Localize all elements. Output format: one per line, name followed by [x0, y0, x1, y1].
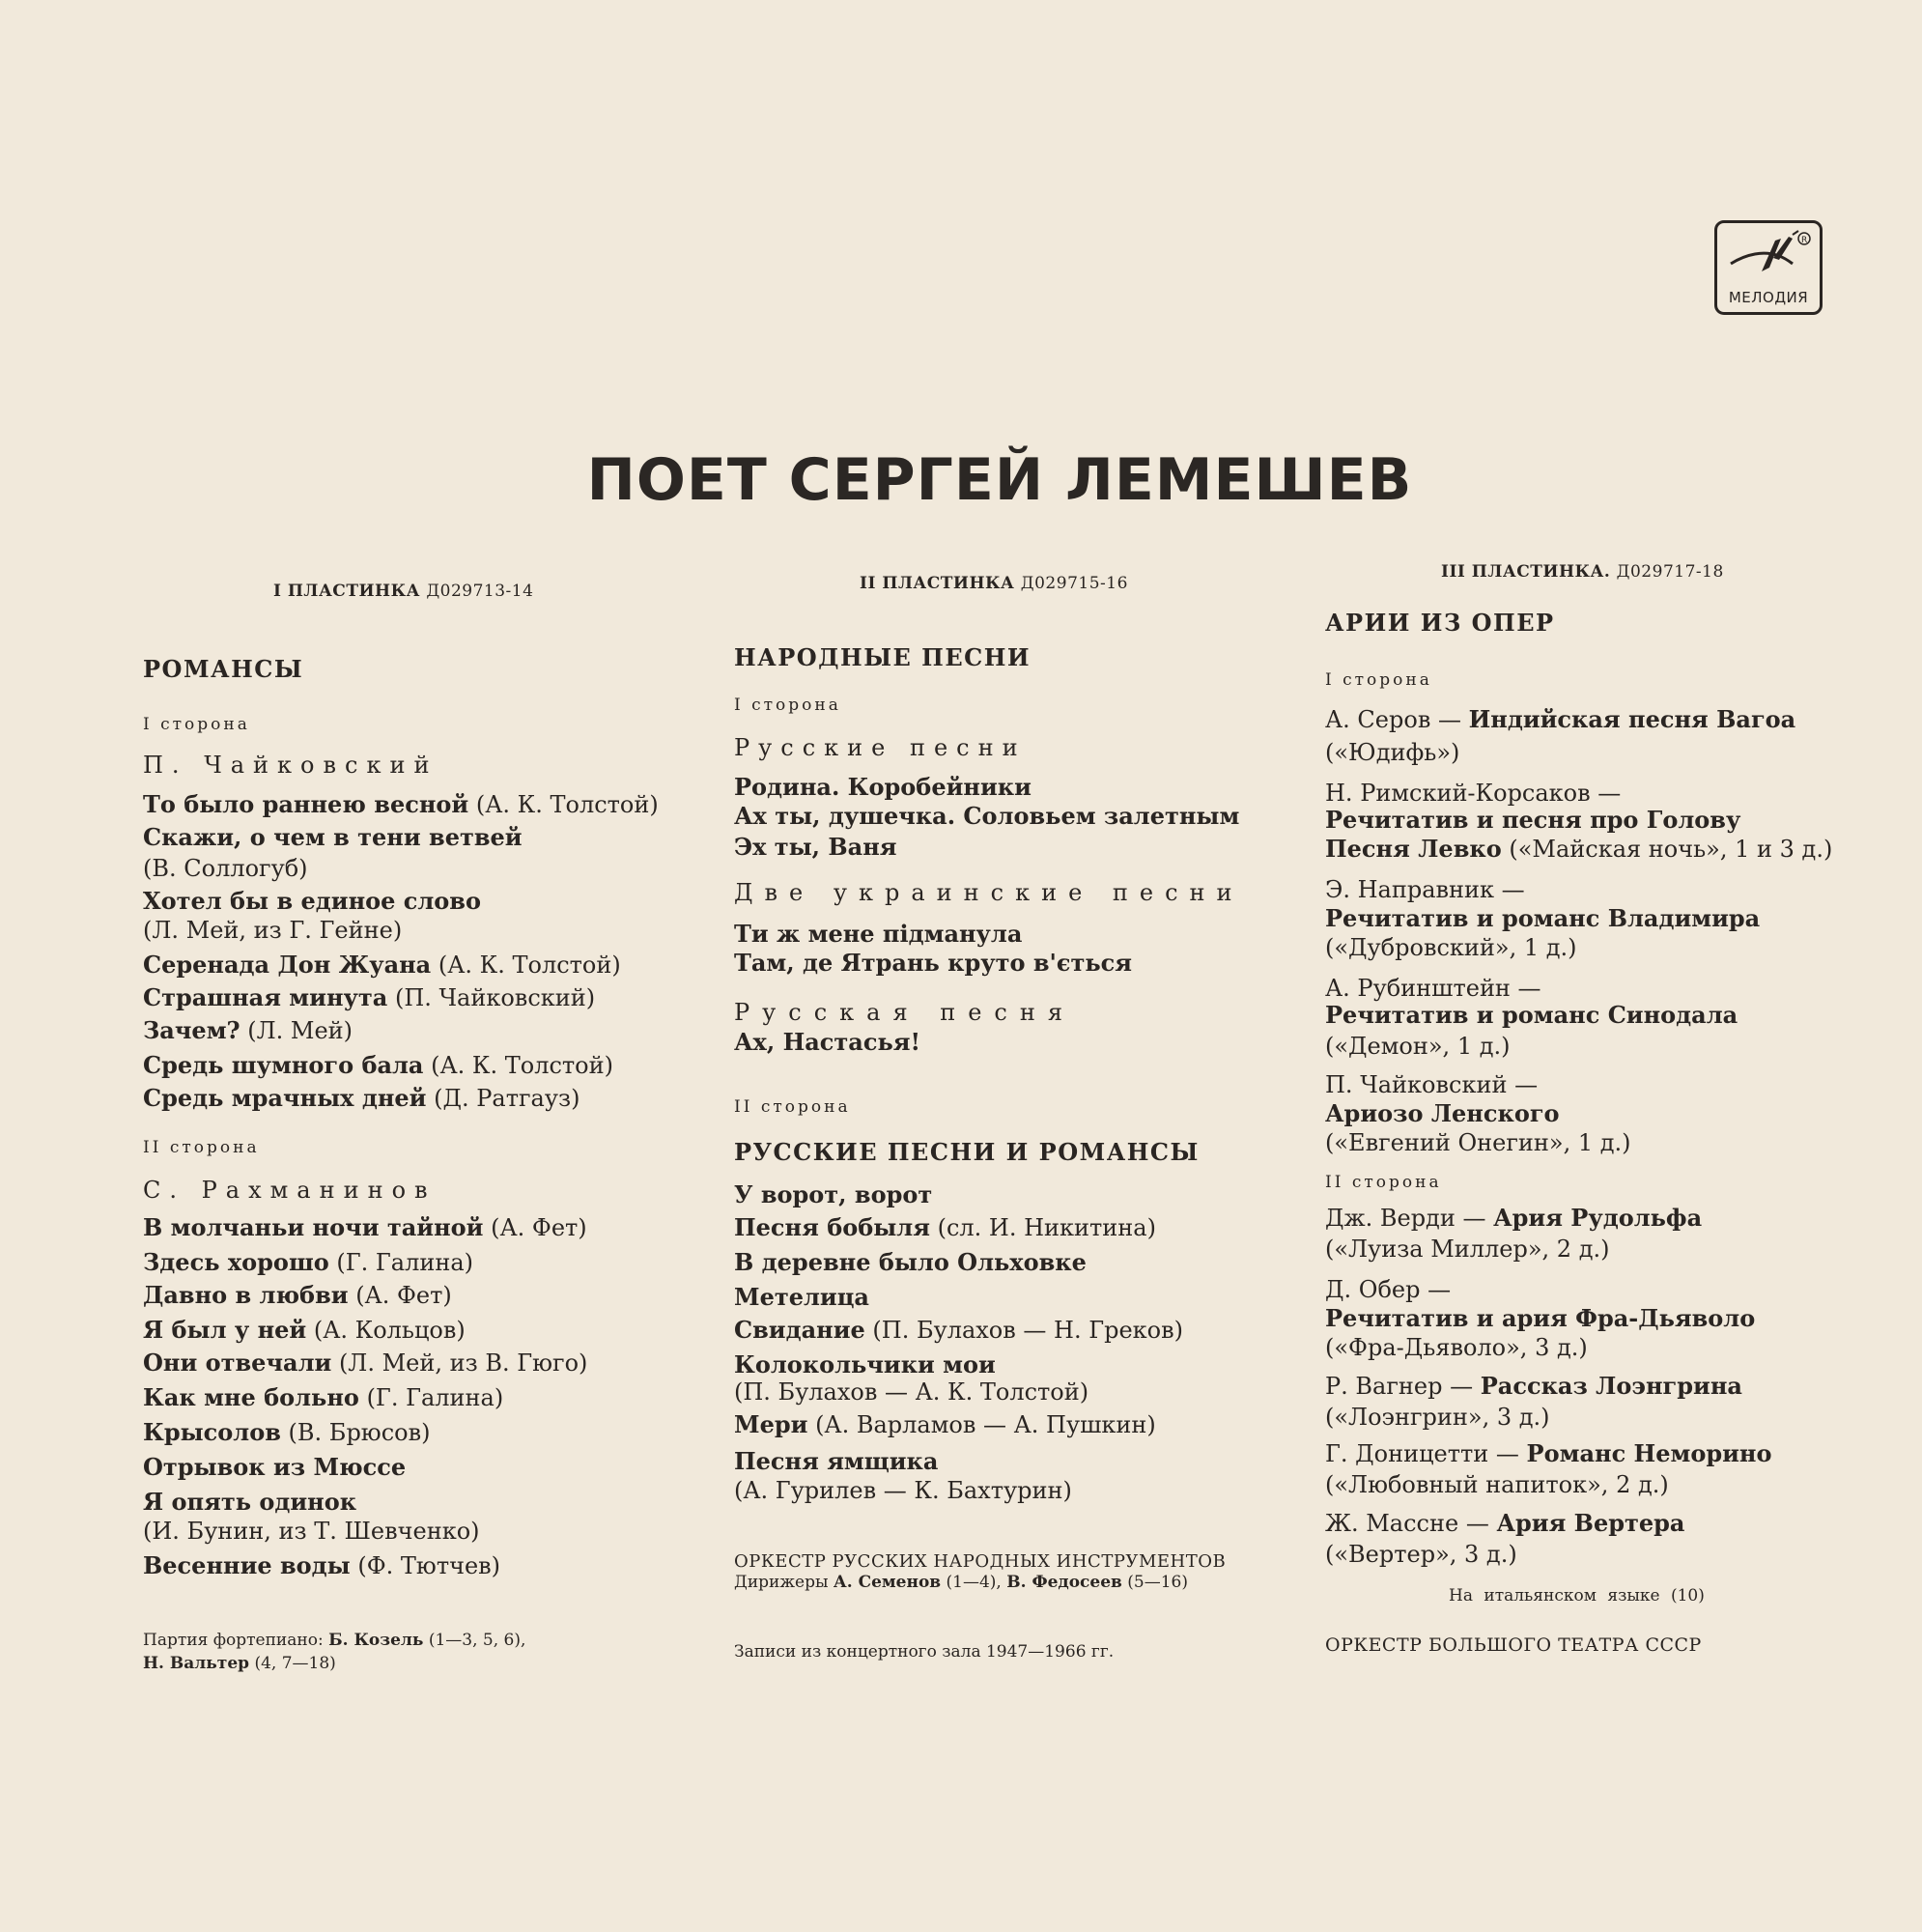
aria-line: («Фра-Дьяволо», 3 д.)	[1325, 1334, 1588, 1361]
aria-line: Дж. Верди — Ария Рудольфа	[1325, 1204, 1703, 1232]
track-line: Колокольчики мои	[734, 1350, 996, 1378]
aria-line: Речитатив и ария Фра-Дьяволо	[1325, 1304, 1756, 1332]
track-line: Средь шумного бала (А. К. Толстой)	[143, 1051, 613, 1079]
track-line: Хотел бы в единое слово	[143, 887, 481, 915]
disc1-label: I ПЛАСТИНКА	[273, 582, 420, 601]
track-line: В деревне было Ольховке	[734, 1248, 1087, 1276]
track-line: Свидание (П. Булахов — Н. Греков)	[734, 1316, 1183, 1344]
track-line: Родина. Коробейники	[734, 773, 1032, 801]
aria-line: Э. Направник —	[1325, 876, 1525, 903]
track-line: Отрывок из Мюссе	[143, 1453, 407, 1481]
track-line: Ах ты, душечка. Соловьем залетным	[734, 802, 1240, 830]
track-line: Зачем? (Л. Мей)	[143, 1016, 353, 1044]
disc1-section-title: РОМАНСЫ	[143, 655, 304, 683]
melodiya-logo	[1714, 220, 1823, 315]
track-line: В молчаньи ночи тайной (А. Фет)	[143, 1213, 587, 1241]
aria-line: («Лоэнгрин», 3 д.)	[1325, 1404, 1550, 1431]
aria-line: Д. Обер —	[1325, 1276, 1452, 1303]
disc2-label: II ПЛАСТИНКА	[860, 574, 1015, 593]
aria-line: А. Рубинштейн —	[1325, 975, 1541, 1002]
disc2-orchestra: ОРКЕСТР РУССКИХ НАРОДНЫХ ИНСТРУМЕНТОВ	[734, 1551, 1227, 1572]
disc3-label: III ПЛАСТИНКА.	[1441, 562, 1611, 582]
aria-line: Песня Левко («Майская ночь», 1 и 3 д.)	[1325, 835, 1833, 863]
track-line: (П. Булахов — А. К. Толстой)	[734, 1378, 1089, 1406]
svg-text:R: R	[1801, 236, 1808, 245]
aria-line: П. Чайковский —	[1325, 1071, 1539, 1098]
aria-line: Ж. Массне — Ария Вертера	[1325, 1509, 1685, 1537]
disc2-conductors: Дирижеры А. Семенов (1—4), В. Федосеев (5—16)	[734, 1573, 1188, 1592]
track-line: Как мне больно (Г. Галина)	[143, 1383, 504, 1411]
aria-line: Г. Доницетти — Романс Неморино	[1325, 1439, 1772, 1467]
disc2-section1-title: НАРОДНЫЕ ПЕСНИ	[734, 643, 1032, 671]
track-line: Страшная минута (П. Чайковский)	[143, 983, 596, 1011]
disc2-side1: I сторона	[734, 696, 841, 715]
track-line: Ах, Настасья!	[734, 1028, 920, 1056]
track-line: Я опять одинок	[143, 1488, 357, 1516]
aria-line: Ариозо Ленского	[1325, 1099, 1560, 1127]
aria-line: («Евгений Онегин», 1 д.)	[1325, 1129, 1631, 1156]
melodiya-logo-icon	[1725, 229, 1816, 279]
disc2-record-label	[860, 574, 1128, 593]
disc3-side2: II сторона	[1325, 1173, 1442, 1192]
track-line: Давно в любви (А. Фет)	[143, 1281, 452, 1309]
track-line: Они отвечали (Л. Мей, из В. Гюго)	[143, 1349, 588, 1377]
track-line: Весенние воды (Ф. Тютчев)	[143, 1551, 501, 1579]
aria-line: Речитатив и песня про Голову	[1325, 806, 1741, 834]
piano-credit-1: Партия фортепиано: Б. Козель (1—3, 5, 6),	[143, 1631, 526, 1650]
track-line: Здесь хорошо (Г. Галина)	[143, 1248, 474, 1276]
aria-line: Р. Вагнер — Рассказ Лоэнгрина	[1325, 1372, 1742, 1400]
track-line: Крысолов (В. Брюсов)	[143, 1418, 431, 1446]
track-line: (А. Гурилев — К. Бахтурин)	[734, 1477, 1072, 1504]
disc1-side2: II сторона	[143, 1138, 260, 1157]
aria-line: А. Серов — Индийская песня Вагоа	[1325, 705, 1796, 733]
piano-credit-2: Н. Вальтер (4, 7—18)	[143, 1654, 336, 1673]
track-line: Песня ямщика	[734, 1447, 939, 1475]
disc2-recorded-note: Записи из концертного зала 1947—1966 гг.	[734, 1642, 1115, 1662]
disc1-side1: I сторона	[143, 715, 250, 734]
disc1-composer1: П. Чайковский	[143, 752, 438, 779]
aria-line: Н. Римский-Корсаков —	[1325, 780, 1622, 807]
disc2-side2: II сторона	[734, 1097, 851, 1117]
disc1-catalog: Д029713-14	[426, 582, 534, 601]
track-line: Песня бобыля (сл. И. Никитина)	[734, 1213, 1156, 1241]
aria-line: («Луиза Миллер», 2 д.)	[1325, 1236, 1610, 1263]
track-line: Эх ты, Ваня	[734, 833, 897, 861]
disc3-record-label	[1441, 562, 1724, 582]
track-line: Я был у ней (А. Кольцов)	[143, 1316, 466, 1344]
disc2-group2: Две украинские песни	[734, 879, 1244, 906]
disc3-italian-note: На итальянском языке (10)	[1449, 1586, 1705, 1605]
disc1-composer2: С. Рахманинов	[143, 1177, 437, 1204]
aria-line: («Юдифь»)	[1325, 739, 1460, 766]
track-line: Скажи, о чем в тени ветвей	[143, 823, 523, 851]
aria-line: Речитатив и романс Синодала	[1325, 1001, 1738, 1029]
disc3-orchestra: ОРКЕСТР БОЛЬШОГО ТЕАТРА СССР	[1325, 1634, 1702, 1656]
aria-line: («Любовный напиток», 2 д.)	[1325, 1471, 1669, 1498]
track-line: Мери (А. Варламов — А. Пушкин)	[734, 1410, 1156, 1438]
aria-line: («Демон», 1 д.)	[1325, 1033, 1511, 1060]
aria-line: («Дубровский», 1 д.)	[1325, 934, 1577, 961]
disc2-section2-title: РУССКИЕ ПЕСНИ И РОМАНСЫ	[734, 1138, 1200, 1166]
track-line: Средь мрачных дней (Д. Ратгауз)	[143, 1084, 580, 1112]
disc1-record-label	[273, 582, 533, 601]
track-line: Серенада Дон Жуана (А. К. Толстой)	[143, 951, 621, 979]
logo-text: МЕЛОДИЯ	[1728, 289, 1809, 306]
disc2-group3: Русская песня	[734, 999, 1076, 1026]
track-line: (Л. Мей, из Г. Гейне)	[143, 917, 403, 944]
disc2-group1: Русские песни	[734, 734, 1027, 761]
disc3-section-title: АРИИ ИЗ ОПЕР	[1325, 609, 1555, 637]
track-line: Ти ж мене підманула	[734, 920, 1023, 948]
page-title: ПОЕТ СЕРГЕЙ ЛЕМЕШЕВ	[586, 446, 1413, 514]
disc2-catalog: Д029715-16	[1020, 574, 1128, 593]
track-line: (И. Бунин, из Т. Шевченко)	[143, 1518, 480, 1545]
track-line: (В. Соллогуб)	[143, 855, 308, 882]
track-line: То было раннею весной (А. К. Толстой)	[143, 790, 659, 818]
aria-line: Речитатив и романс Владимира	[1325, 904, 1761, 932]
disc3-side1: I сторона	[1325, 670, 1432, 690]
track-line: Метелица	[734, 1283, 869, 1311]
track-line: Там, де Ятрань круто в'ється	[734, 949, 1133, 977]
disc3-catalog: Д029717-18	[1616, 562, 1724, 582]
aria-line: («Вертер», 3 д.)	[1325, 1541, 1517, 1568]
track-line: У ворот, ворот	[734, 1180, 933, 1208]
